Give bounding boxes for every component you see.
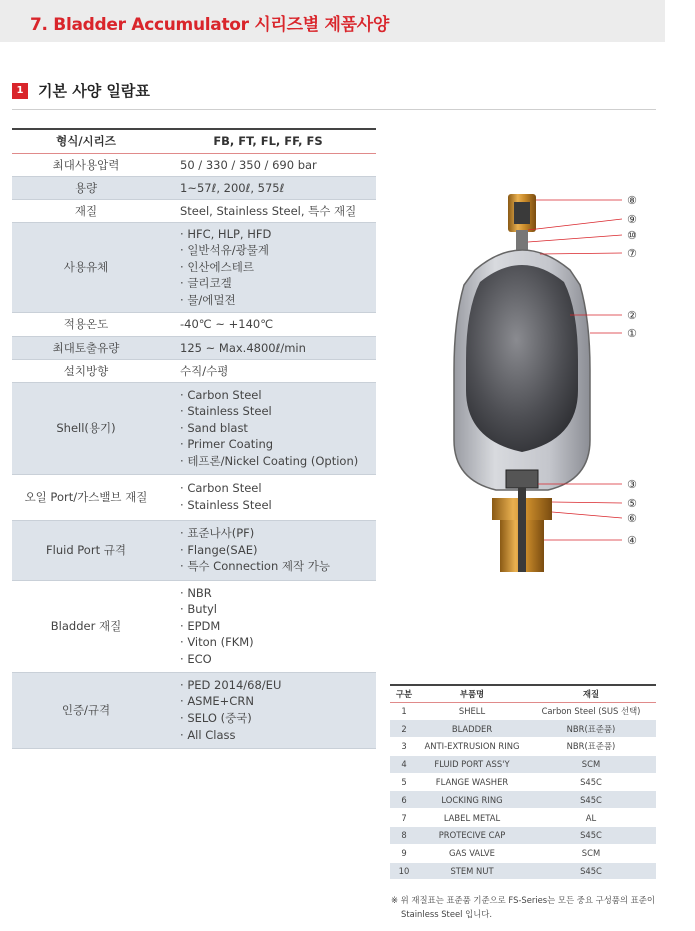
- table-row: [390, 809, 656, 827]
- part-name: FLANGE WASHER: [418, 773, 526, 791]
- spec-value: 1~57ℓ, 200ℓ, 575ℓ: [160, 176, 376, 199]
- part-name: LABEL METAL: [418, 809, 526, 827]
- part-name: STEM NUT: [418, 862, 526, 880]
- spec-header-value: FB, FT, FL, FF, FS: [160, 129, 376, 153]
- gas-valve: [516, 230, 528, 252]
- part-material: SCM: [526, 844, 656, 862]
- part-no: 8: [390, 827, 418, 845]
- callout-10: ⑩: [627, 229, 637, 242]
- part-no: 9: [390, 844, 418, 862]
- footnote-line-2: Stainless Steel 입니다.: [401, 909, 493, 919]
- page-title: 7. Bladder Accumulator 시리즈별 제품사양: [30, 15, 389, 35]
- parts-header-name: 부품명: [418, 685, 526, 702]
- callout-5: ⑤: [627, 497, 637, 510]
- parts-header-no: 구분: [390, 685, 418, 702]
- table-row: [390, 755, 656, 773]
- spec-key: 최대사용압력: [12, 153, 160, 176]
- part-name: LOCKING RING: [418, 791, 526, 809]
- table-row: [390, 791, 656, 809]
- list-item: · Butyl: [180, 601, 376, 618]
- list-item: · 인산에스테르: [180, 259, 376, 276]
- spec-row: [12, 474, 376, 520]
- spec-row: [12, 336, 376, 359]
- part-material: S45C: [526, 773, 656, 791]
- section-number-badge: 1: [12, 83, 28, 99]
- spec-value-list: [160, 520, 376, 580]
- section-title: 기본 사양 일람표: [38, 82, 150, 100]
- header-bar: [0, 0, 665, 42]
- part-material: NBR(표준품): [526, 720, 656, 738]
- parts-table: [390, 684, 656, 880]
- list-item: · ECO: [180, 651, 376, 668]
- list-item: · 표준나사(PF): [180, 525, 376, 542]
- protective-cap: [508, 194, 536, 232]
- spec-key: 용량: [12, 176, 160, 199]
- part-no: 5: [390, 773, 418, 791]
- table-row: [390, 738, 656, 756]
- spec-value-list: [160, 580, 376, 672]
- list-item: · Stainless Steel: [180, 497, 376, 514]
- part-name: FLUID PORT ASS'Y: [418, 755, 526, 773]
- list-item: · 일반석유/광물계: [180, 242, 376, 259]
- spec-value: 125 ~ Max.4800ℓ/min: [160, 336, 376, 359]
- part-no: 1: [390, 702, 418, 720]
- part-material: NBR(표준품): [526, 738, 656, 756]
- list-item: · Sand blast: [180, 420, 376, 437]
- spec-row: [12, 580, 376, 672]
- table-row: [390, 844, 656, 862]
- callout-3: ③: [627, 478, 637, 491]
- footnote: [391, 893, 661, 921]
- part-name: BLADDER: [418, 720, 526, 738]
- part-material: Carbon Steel (SUS 선택): [526, 702, 656, 720]
- table-row: [390, 827, 656, 845]
- fluid-port: [492, 488, 552, 572]
- part-material: SCM: [526, 755, 656, 773]
- list-item: · EPDM: [180, 618, 376, 635]
- spec-key: 설치방향: [12, 359, 160, 382]
- spec-value-list: [160, 672, 376, 748]
- spec-value: 수직/수평: [160, 359, 376, 382]
- spec-key: 최대토출유량: [12, 336, 160, 359]
- list-item: · 테프론/Nickel Coating (Option): [180, 453, 376, 470]
- list-item: · Flange(SAE): [180, 542, 376, 559]
- spec-key: 사용유체: [12, 222, 160, 312]
- list-item: · 특수 Connection 제작 가능: [180, 558, 376, 575]
- spec-value-list: [160, 474, 376, 520]
- spec-key: 재질: [12, 199, 160, 222]
- part-no: 6: [390, 791, 418, 809]
- spec-key: 적용온도: [12, 312, 160, 336]
- spec-header-key: 형식/시리즈: [12, 129, 160, 153]
- part-no: 2: [390, 720, 418, 738]
- accumulator-cutaway-diagram: [430, 190, 660, 580]
- table-row: [390, 702, 656, 720]
- spec-row: [12, 382, 376, 474]
- spec-row: [12, 672, 376, 748]
- anti-extrusion-ring: [506, 470, 538, 488]
- spec-value-list: [160, 382, 376, 474]
- spec-row: [12, 153, 376, 176]
- list-item: · Carbon Steel: [180, 387, 376, 404]
- spec-row: [12, 222, 376, 312]
- table-row: [390, 720, 656, 738]
- spec-key: Bladder 재질: [12, 580, 160, 672]
- callout-labels: [627, 194, 637, 547]
- spec-value-list: [160, 222, 376, 312]
- part-name: PROTECIVE CAP: [418, 827, 526, 845]
- callout-2: ②: [627, 309, 637, 322]
- list-item: · PED 2014/68/EU: [180, 677, 376, 694]
- section-heading: [12, 80, 656, 110]
- list-item: · Primer Coating: [180, 436, 376, 453]
- list-item: · SELO (중국): [180, 710, 376, 727]
- part-no: 10: [390, 862, 418, 880]
- list-item: · HFC, HLP, HFD: [180, 226, 376, 243]
- spec-row: [12, 199, 376, 222]
- spec-row: [12, 520, 376, 580]
- part-material: AL: [526, 809, 656, 827]
- footnote-line-1: ※ 위 재질표는 표준품 기준으로 FS-Series는 모든 중요 구성품의 표준이: [391, 895, 655, 905]
- spec-row: [12, 312, 376, 336]
- spec-value: -40℃ ~ +140℃: [160, 312, 376, 336]
- list-item: · NBR: [180, 585, 376, 602]
- parts-header-material: 재질: [526, 685, 656, 702]
- part-name: ANTI-EXTRUSION RING: [418, 738, 526, 756]
- spec-table: [12, 128, 376, 749]
- part-no: 3: [390, 738, 418, 756]
- part-name: GAS VALVE: [418, 844, 526, 862]
- spec-key: 인증/규격: [12, 672, 160, 748]
- list-item: · Carbon Steel: [180, 480, 376, 497]
- spec-value: 50 / 330 / 350 / 690 bar: [160, 153, 376, 176]
- spec-key: Shell(용기): [12, 382, 160, 474]
- bladder: [466, 265, 578, 452]
- spec-value: Steel, Stainless Steel, 특수 재질: [160, 199, 376, 222]
- callout-7: ⑦: [627, 247, 637, 260]
- spec-key: Fluid Port 규격: [12, 520, 160, 580]
- part-no: 4: [390, 755, 418, 773]
- spec-row: [12, 359, 376, 382]
- table-row: [390, 773, 656, 791]
- part-material: S45C: [526, 791, 656, 809]
- list-item: · Viton (FKM): [180, 634, 376, 651]
- part-material: S45C: [526, 862, 656, 880]
- spec-key: 오일 Port/가스밸브 재질: [12, 474, 160, 520]
- list-item: · All Class: [180, 727, 376, 744]
- callout-4: ④: [627, 534, 637, 547]
- callout-9: ⑨: [627, 213, 637, 226]
- callout-1: ①: [627, 327, 637, 340]
- list-item: · ASME+CRN: [180, 693, 376, 710]
- spec-row: [12, 176, 376, 199]
- part-no: 7: [390, 809, 418, 827]
- callout-8: ⑧: [627, 194, 637, 207]
- list-item: · 물/에멀젼: [180, 292, 376, 309]
- list-item: · Stainless Steel: [180, 403, 376, 420]
- list-item: · 글리코겔: [180, 275, 376, 292]
- table-row: [390, 862, 656, 880]
- part-name: SHELL: [418, 702, 526, 720]
- callout-6: ⑥: [627, 512, 637, 525]
- part-material: S45C: [526, 827, 656, 845]
